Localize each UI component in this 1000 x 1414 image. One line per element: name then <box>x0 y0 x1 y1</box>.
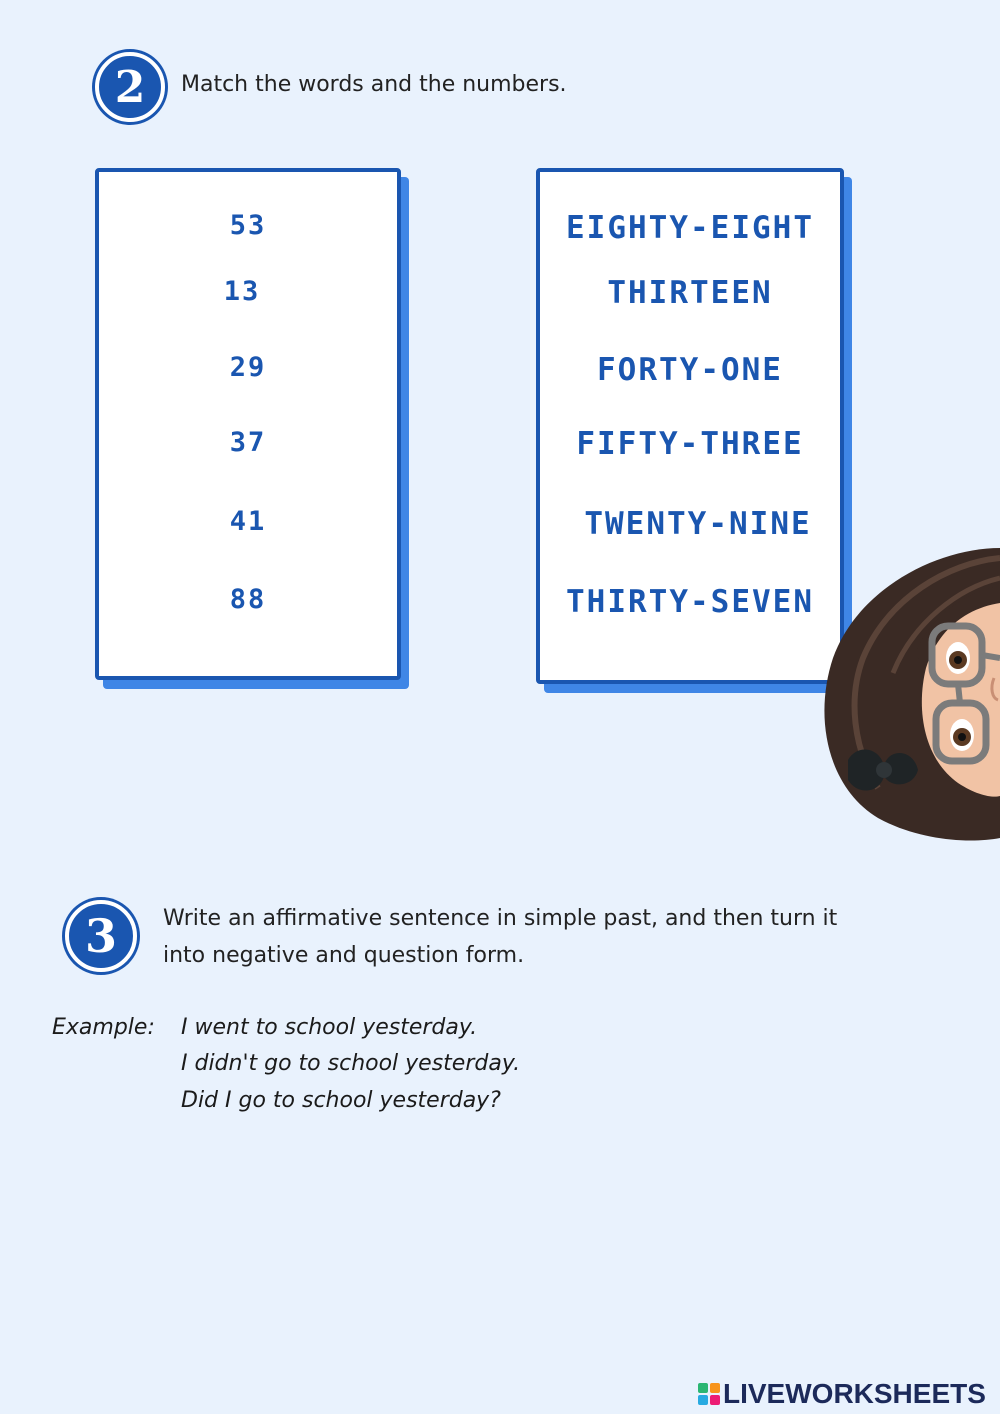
instruction-line: Write an affirmative sentence in simple past, and then turn it <box>163 906 838 931</box>
example-sentence: Did I go to school yesterday? <box>181 1088 501 1113</box>
exercise-number-badge-2 <box>95 52 165 122</box>
number-item[interactable]: 41 <box>229 506 267 537</box>
word-item[interactable]: THIRTEEN <box>607 275 773 311</box>
word-item[interactable]: THIRTY-SEVEN <box>566 584 814 620</box>
word-item[interactable]: EIGHTY-EIGHT <box>566 210 814 246</box>
example-label: Example: <box>52 1015 155 1040</box>
word-item[interactable]: TWENTY-NINE <box>584 506 812 542</box>
words-card <box>536 168 844 684</box>
number-item[interactable]: 37 <box>229 427 267 458</box>
liveworksheets-logo-icon <box>698 1383 720 1405</box>
number-item[interactable]: 53 <box>229 210 267 241</box>
number-item[interactable]: 13 <box>223 276 261 307</box>
exercise-number: 2 <box>114 61 146 113</box>
exercise-2-instruction: Match the words and the numbers. <box>181 72 567 97</box>
number-item[interactable]: 88 <box>229 584 267 615</box>
liveworksheets-brand <box>698 1378 986 1410</box>
word-item[interactable]: FIFTY-THREE <box>576 426 804 462</box>
number-item[interactable]: 29 <box>229 352 267 383</box>
exercise-number: 3 <box>84 909 117 963</box>
brand-name: LIVEWORKSHEETS <box>723 1378 986 1409</box>
instruction-line: into negative and question form. <box>163 943 525 968</box>
word-item[interactable]: FORTY-ONE <box>597 352 783 388</box>
example-sentence: I didn't go to school yesterday. <box>181 1051 521 1076</box>
exercise-number-badge-3 <box>65 900 137 972</box>
teacher-avatar-icon <box>818 548 1000 844</box>
numbers-card <box>95 168 401 680</box>
example-sentence: I went to school yesterday. <box>181 1015 478 1040</box>
exercise-3-instruction <box>163 900 893 974</box>
